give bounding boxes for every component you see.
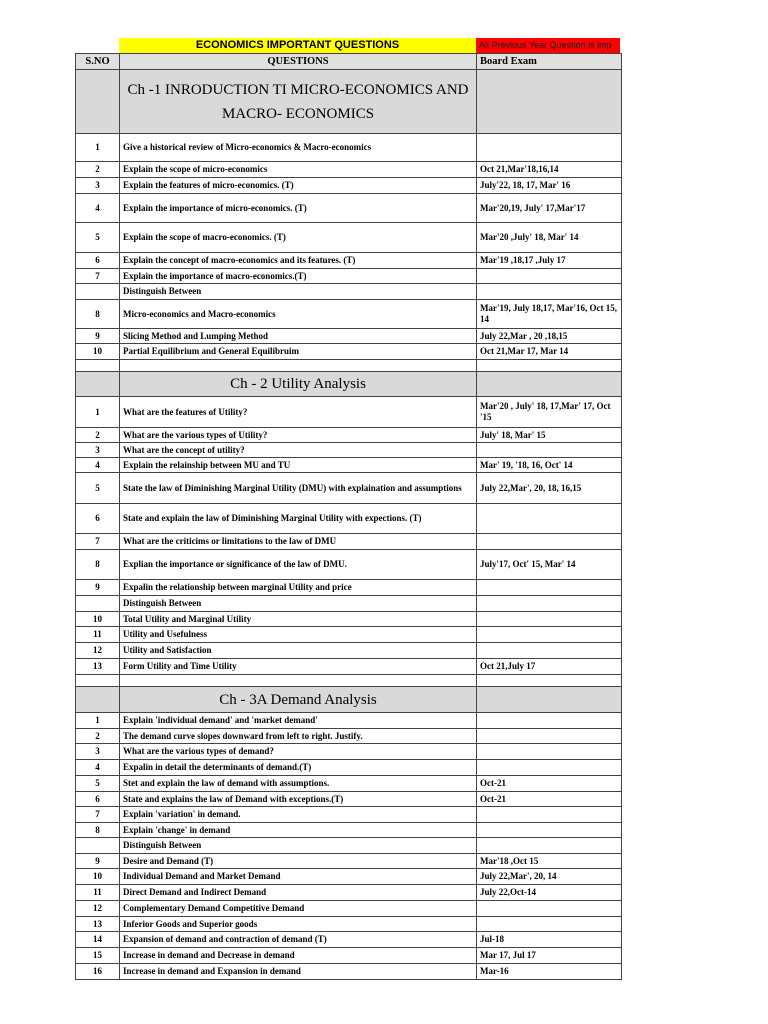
question-text: Distinguish Between [120,284,477,300]
questions-table-body [76,54,622,980]
chapter-sno-cell [76,70,120,134]
board-exam-dates [477,534,622,550]
board-exam-dates: Jul-18 [477,932,622,948]
question-number: 9 [76,854,120,869]
board-exam-dates: July 22,Mar , 20 ,18,15 [477,329,622,344]
table-row [76,917,622,932]
table-row [76,932,622,948]
table-row [76,776,622,792]
table-row [76,162,622,178]
board-exam-dates [477,744,622,760]
chapter-heading-row [76,70,622,134]
board-exam-header: Board Exam [477,54,622,70]
board-exam-dates [477,760,622,776]
board-exam-dates: July' 18, Mar' 15 [477,428,622,443]
board-exam-dates: July 22,Mar', 20, 18, 16,15 [477,473,622,504]
question-number [76,284,120,300]
board-exam-dates [477,807,622,823]
table-row [76,729,622,744]
question-number: 12 [76,901,120,917]
table-row [76,504,622,534]
question-text: Total Utility and Marginal Utility [120,612,477,627]
board-exam-dates [477,901,622,917]
question-number: 1 [76,134,120,162]
question-text: Explain 'change' in demand [120,823,477,838]
question-number: 4 [76,760,120,776]
board-exam-dates [477,443,622,458]
question-text: Explain the features of micro-economics. (T) [120,178,477,194]
questions-table [75,53,622,980]
table-row [76,300,622,329]
blank-row [76,360,622,372]
question-text: Partial Equilibrium and General Equilibruim [120,344,477,360]
board-exam-dates: July 22,Oct-14 [477,885,622,901]
sheet-title-banner: ECONOMICS IMPORTANT QUESTIONS [119,38,476,53]
question-number: 6 [76,504,120,534]
board-exam-dates: Mar-16 [477,964,622,980]
question-number: 9 [76,580,120,596]
blank-cell [477,675,622,687]
question-text: State the law of Diminishing Marginal Utility (DMU) with explaination and assumptions [120,473,477,504]
question-text: Explain the importance of macro-economics.(T) [120,269,477,284]
board-exam-dates [477,580,622,596]
question-text: Form Utility and Time Utility [120,659,477,675]
question-number [76,596,120,612]
board-exam-dates [477,612,622,627]
question-text: Expansion of demand and contraction of demand (T) [120,932,477,948]
question-number: 10 [76,344,120,360]
table-row [76,580,622,596]
board-exam-dates [477,713,622,729]
table-row [76,948,622,964]
table-row [76,534,622,550]
question-text: Explain 'variation' in demand. [120,807,477,823]
table-row [76,550,622,580]
question-text: Explain the concept of macro-economics and its features. (T) [120,253,477,269]
question-number: 1 [76,397,120,428]
question-text: What are the criticims or limitations to the law of DMU [120,534,477,550]
question-text: Explain the importance of micro-economics. (T) [120,194,477,223]
table-row [76,744,622,760]
board-exam-dates [477,917,622,932]
question-number: 2 [76,162,120,178]
board-exam-dates: Oct 21,Mar 17, Mar 14 [477,344,622,360]
question-number: 10 [76,869,120,885]
question-number: 7 [76,534,120,550]
question-number: 8 [76,823,120,838]
table-row [76,458,622,473]
table-row [76,643,622,659]
blank-cell [477,360,622,372]
question-number: 5 [76,223,120,253]
question-text: Slicing Method and Lumping Method [120,329,477,344]
chapter-board-cell [477,70,622,134]
table-row [76,428,622,443]
table-row [76,792,622,807]
question-text: Increase in demand and Decrease in demand [120,948,477,964]
question-text: Explain the relainship between MU and TU [120,458,477,473]
question-text: Give a historical review of Micro-economics & Macro-economics [120,134,477,162]
table-row [76,253,622,269]
blank-cell [76,360,120,372]
question-number: 8 [76,550,120,580]
table-row [76,901,622,917]
question-text: Explain the scope of micro-economics [120,162,477,178]
table-row [76,596,622,612]
question-text: Direct Demand and Indirect Demand [120,885,477,901]
table-row [76,838,622,854]
board-exam-dates [477,627,622,643]
chapter-board-cell [477,687,622,713]
board-exam-dates: Oct-21 [477,792,622,807]
chapter-sno-cell [76,372,120,397]
table-row [76,713,622,729]
question-text: Expalin in detail the determinants of demand.(T) [120,760,477,776]
question-number: 12 [76,643,120,659]
question-text: Distinguish Between [120,596,477,612]
table-row [76,659,622,675]
table-row [76,223,622,253]
table-row [76,329,622,344]
question-text: Utility and Usefulness [120,627,477,643]
question-number: 16 [76,964,120,980]
question-text: Individual Demand and Market Demand [120,869,477,885]
board-exam-dates: Oct 21,July 17 [477,659,622,675]
table-row [76,344,622,360]
question-number: 3 [76,443,120,458]
question-number: 10 [76,612,120,627]
board-exam-dates: July 22,Mar', 20, 14 [477,869,622,885]
question-text: Utility and Satisfaction [120,643,477,659]
chapter-title: Ch - 2 Utility Analysis [120,372,477,397]
question-number: 3 [76,178,120,194]
table-row [76,178,622,194]
question-number: 3 [76,744,120,760]
table-row [76,443,622,458]
table-row [76,194,622,223]
question-text: State and explain the law of Diminishing Marginal Utility with expections. (T) [120,504,477,534]
question-text: Complementary Demand Competitive Demand [120,901,477,917]
question-number: 6 [76,253,120,269]
chapter-sno-cell [76,687,120,713]
blank-cell [76,675,120,687]
board-exam-dates [477,643,622,659]
chapter-title: Ch -1 INRODUCTION TI MICRO-ECONOMICS AND MACRO- ECONOMICS [120,70,477,134]
table-row [76,854,622,869]
question-text: Explian the importance or significance of the law of DMU. [120,550,477,580]
table-row [76,807,622,823]
board-exam-dates [477,596,622,612]
table-row [76,397,622,428]
table-row [76,760,622,776]
question-number: 5 [76,776,120,792]
question-number: 4 [76,194,120,223]
table-row [76,473,622,504]
table-row [76,869,622,885]
question-number: 15 [76,948,120,964]
question-number: 11 [76,885,120,901]
question-text: Desire and Demand (T) [120,854,477,869]
questions-header: QUESTIONS [120,54,477,70]
board-exam-dates: Mar'20 ,July' 18, Mar' 14 [477,223,622,253]
blank-cell [120,360,477,372]
chapter-heading-row [76,372,622,397]
blank-cell [120,675,477,687]
question-number: 13 [76,917,120,932]
board-exam-dates: Mar'20,19, July' 17,Mar'17 [477,194,622,223]
board-exam-dates [477,504,622,534]
question-number: 7 [76,269,120,284]
question-number: 1 [76,713,120,729]
table-row [76,612,622,627]
question-number: 9 [76,329,120,344]
board-exam-dates [477,838,622,854]
board-exam-dates: Mar 17, Jul 17 [477,948,622,964]
question-number [76,838,120,854]
table-row [76,627,622,643]
question-text: Explain 'individual demand' and 'market demand' [120,713,477,729]
question-text: What are the various types of demand? [120,744,477,760]
table-row [76,269,622,284]
board-exam-dates: Mar'19 ,18,17 ,July 17 [477,253,622,269]
table-row [76,134,622,162]
board-exam-dates: July'17, Oct' 15, Mar' 14 [477,550,622,580]
question-text: Increase in demand and Expansion in demand [120,964,477,980]
question-text: Expalin the relationship between marginal Utility and price [120,580,477,596]
question-text: What are the various types of Utility? [120,428,477,443]
board-exam-dates: Oct 21,Mar'18,16,14 [477,162,622,178]
question-number: 2 [76,729,120,744]
table-row [76,284,622,300]
previous-year-note-banner: All Previous Year Question is imp [476,38,620,53]
question-text: Stet and explain the law of demand with assumptions. [120,776,477,792]
chapter-board-cell [477,372,622,397]
board-exam-dates [477,134,622,162]
table-row [76,964,622,980]
question-text: Inferior Goods and Superior goods [120,917,477,932]
board-exam-dates: Oct-21 [477,776,622,792]
question-text: What are the concept of utility? [120,443,477,458]
question-text: State and explains the law of Demand with exceptions.(T) [120,792,477,807]
board-exam-dates: Mar'20 , July' 18, 17,Mar' 17, Oct '15 [477,397,622,428]
table-row [76,885,622,901]
blank-row [76,675,622,687]
question-text: Explain the scope of macro-economics. (T) [120,223,477,253]
question-number: 13 [76,659,120,675]
board-exam-dates [477,823,622,838]
question-number: 7 [76,807,120,823]
board-exam-dates: July'22, 18, 17, Mar' 16 [477,178,622,194]
board-exam-dates [477,729,622,744]
board-exam-dates [477,269,622,284]
board-exam-dates: Mar'18 ,Oct 15 [477,854,622,869]
question-number: 4 [76,458,120,473]
sno-header: S.NO [76,54,120,70]
board-exam-dates: Mar'19, July 18,17, Mar'16, Oct 15, 14 [477,300,622,329]
chapter-heading-row [76,687,622,713]
board-exam-dates: Mar' 19, '18, 16, Oct' 14 [477,458,622,473]
question-number: 11 [76,627,120,643]
question-text: Distinguish Between [120,838,477,854]
chapter-title: Ch - 3A Demand Analysis [120,687,477,713]
board-exam-dates [477,284,622,300]
question-text: What are the features of Utility? [120,397,477,428]
question-number: 8 [76,300,120,329]
question-text: The demand curve slopes downward from left to right. Justify. [120,729,477,744]
question-number: 6 [76,792,120,807]
question-text: Micro-economics and Macro-economics [120,300,477,329]
table-header-row [76,54,622,70]
question-number: 14 [76,932,120,948]
table-row [76,823,622,838]
question-number: 2 [76,428,120,443]
question-number: 5 [76,473,120,504]
